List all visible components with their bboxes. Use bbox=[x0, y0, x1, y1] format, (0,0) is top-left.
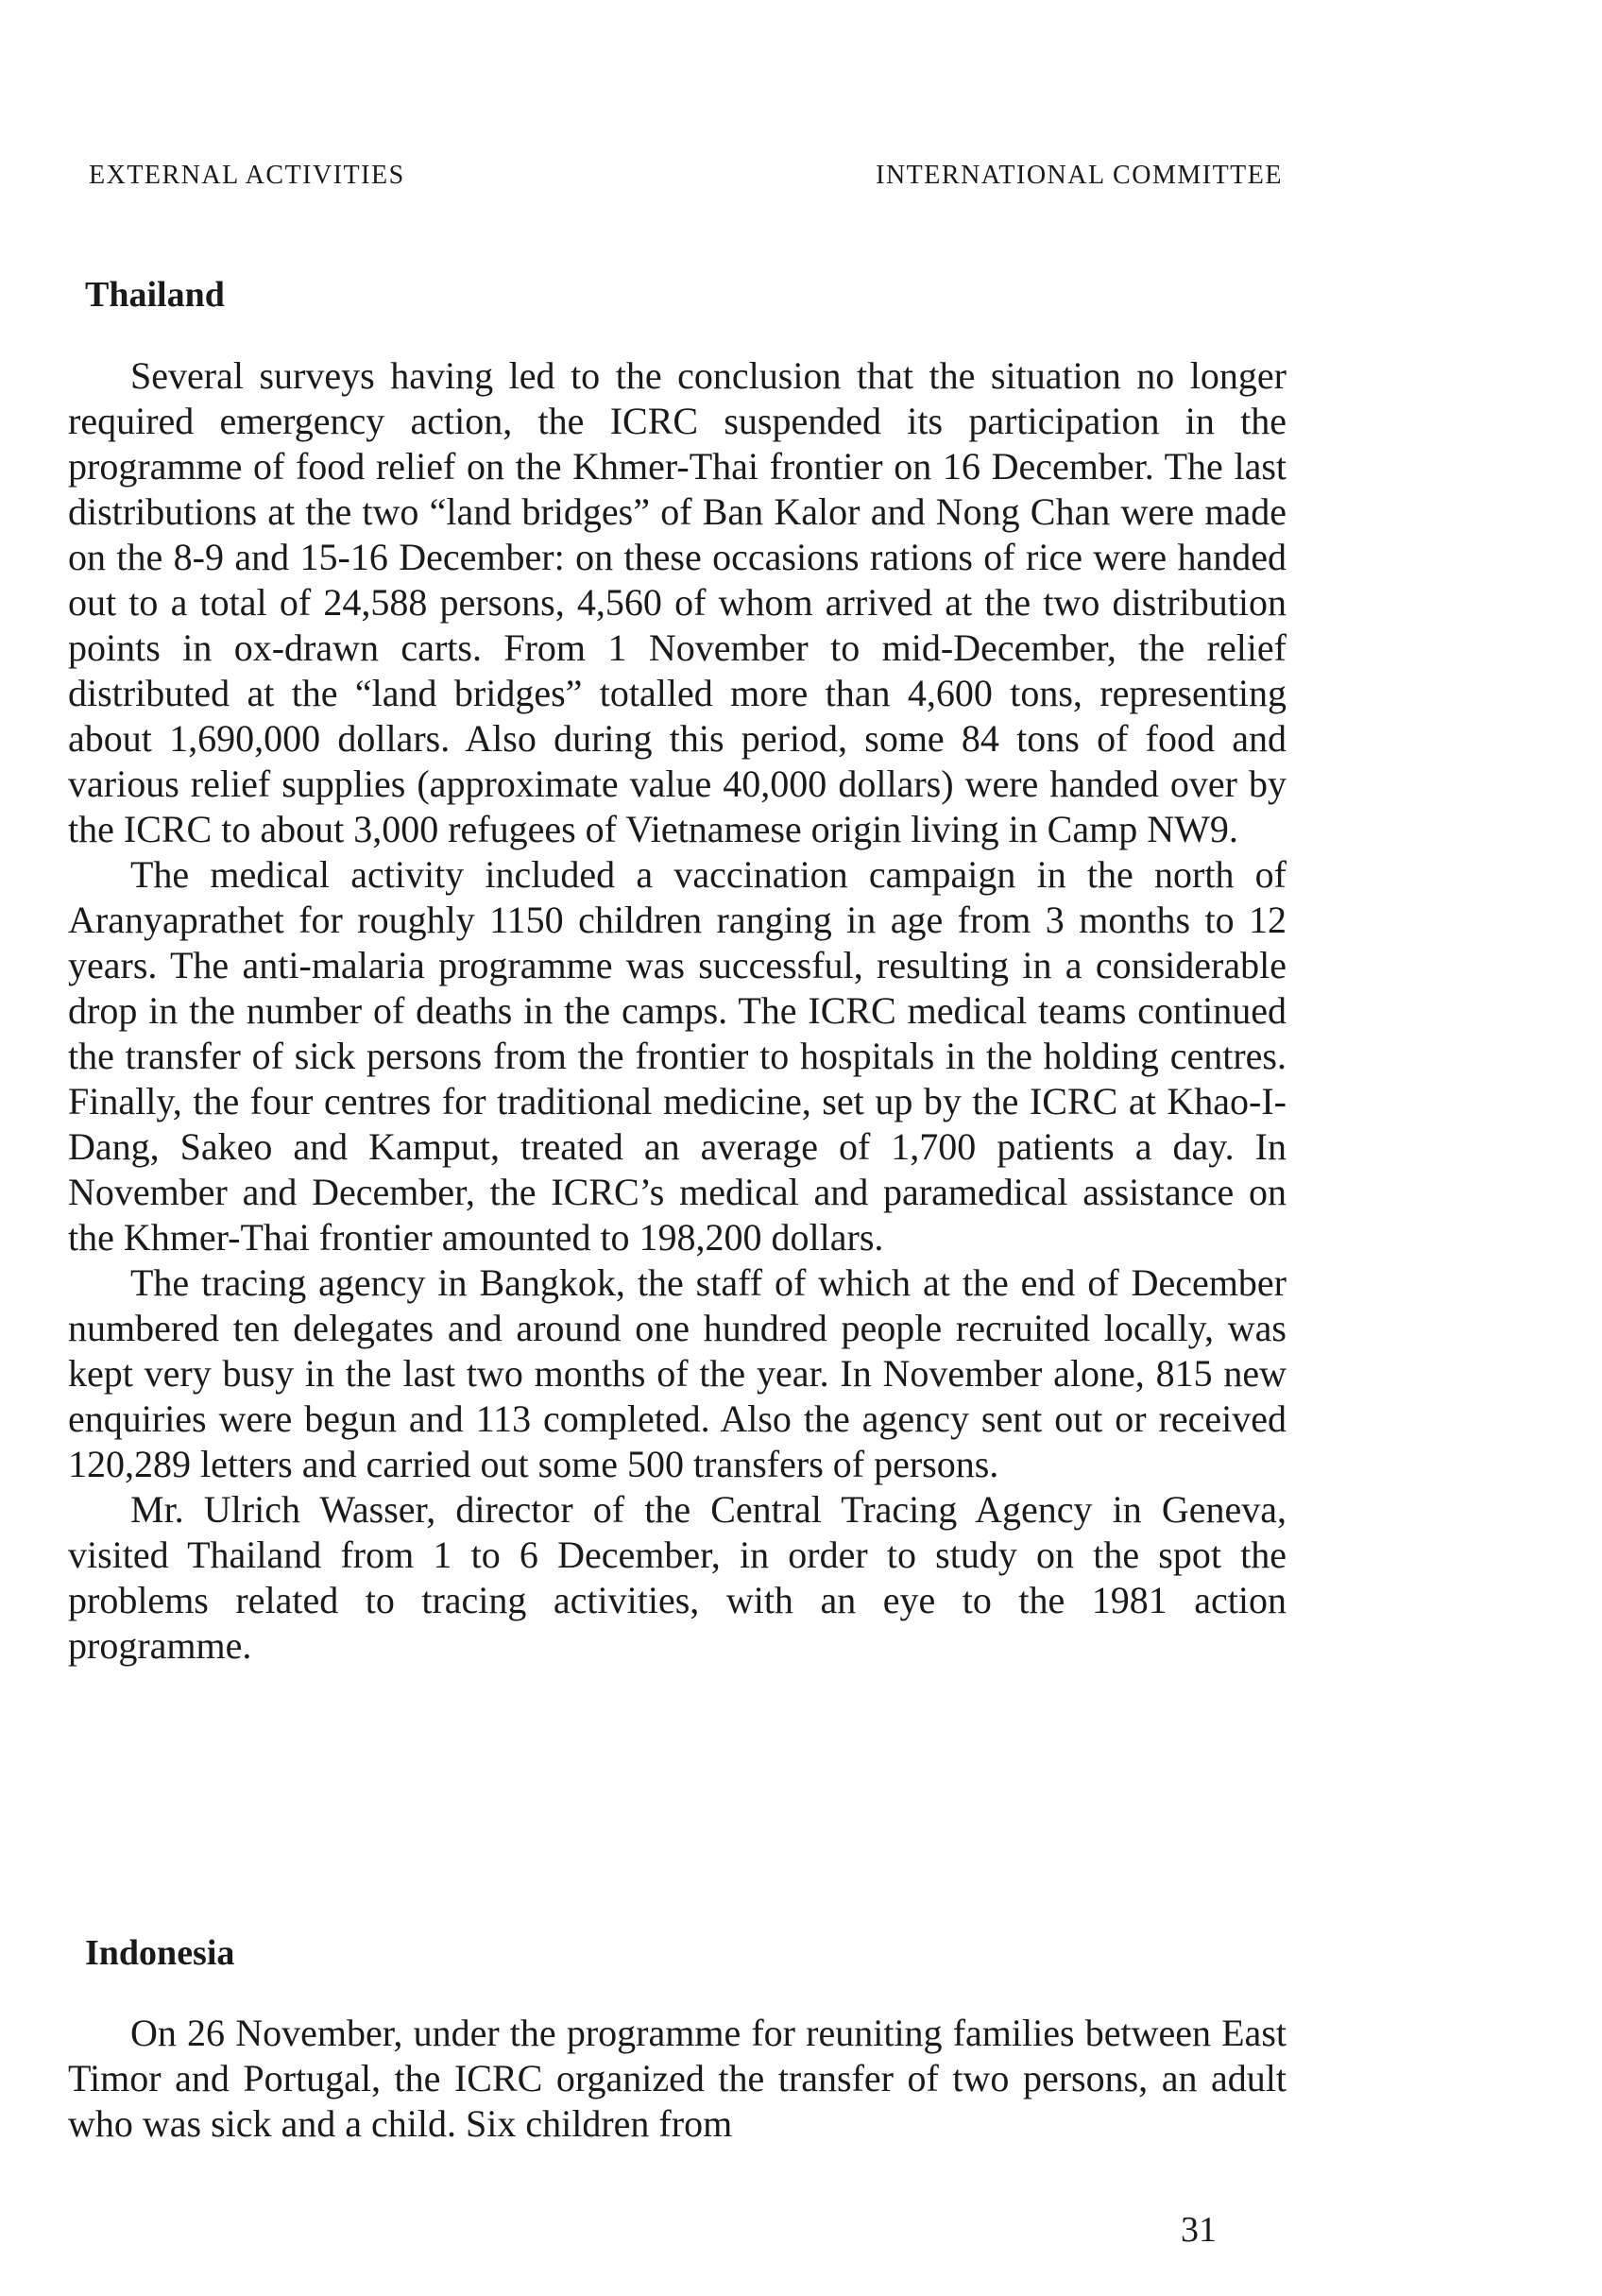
page-number: 31 bbox=[1181, 2210, 1217, 2250]
section-heading-thailand: Thailand bbox=[85, 275, 225, 315]
running-header-right: INTERNATIONAL COMMITTEE bbox=[876, 161, 1283, 190]
section-heading-indonesia: Indonesia bbox=[85, 1933, 235, 1973]
running-header-left: EXTERNAL ACTIVITIES bbox=[89, 161, 405, 190]
paragraph: On 26 November, under the programme for reuniting families between East Timor and Portugal, the ICRC organized the transfer of two persons, an adult who was sick and a child. Six children from bbox=[68, 2012, 1287, 2145]
paragraph: Mr. Ulrich Wasser, director of the Central Tracing Agency in Geneva, visited Thailand from 1 to 6 December, in order to study on the spot the problems related to tracing activities, with an eye to the 1981 action programme. bbox=[68, 1488, 1287, 1667]
paragraph: Several surveys having led to the conclusion that the situation no longer required emergency action, the ICRC suspended its participation in the programme of food relief on the Khmer-Thai frontier on 16 December. The last distributions at the two “land bridges” of Ban Kalor and Nong Chan were made on the 8-9 and 15-16 December: on these occasions rations of rice were handed out to a total of 24,588 persons, 4,560 of whom arrived at the two distribution points in ox-drawn carts. From 1 November to mid-December, the relief distributed at the “land bridges” totalled more than 4,600 tons, representing about 1,690,000 dollars. Also during this period, some 84 tons of food and various relief supplies (approximate value 40,000 dollars) were handed over by the ICRC to about 3,000 refugees of Vietnamese origin living in Camp NW9. bbox=[68, 354, 1287, 850]
paragraph: The tracing agency in Bangkok, the staff of which at the end of December numbered ten delegates and around one hundred people recruited locally, was kept very busy in the last two months of the year. In November alone, 815 new enquiries were begun and 113 completed. Also the agency sent out or received 120,289 letters and carried out some 500 transfers of persons. bbox=[68, 1261, 1287, 1485]
indonesia-section-body bbox=[68, 2011, 1287, 2147]
thailand-section-body bbox=[68, 353, 1287, 1669]
running-header bbox=[89, 161, 1283, 191]
paragraph: The medical activity included a vaccination campaign in the north of Aranyaprathet for roughly 1150 children ranging in age from 3 months to 12 years. The anti-malaria programme was successful, resulting in a considerable drop in the number of deaths in the camps. The ICRC medical teams continued the transfer of sick persons from the frontier to hospitals in the holding centres. Finally, the four centres for traditional medicine, set up by the ICRC at Khao-I-Dang, Sakeo and Kamput, treated an average of 1,700 patients a day. In November and December, the ICRC’s medical and paramedical assistance on the Khmer-Thai frontier amounted to 198,200 dollars. bbox=[68, 853, 1287, 1259]
